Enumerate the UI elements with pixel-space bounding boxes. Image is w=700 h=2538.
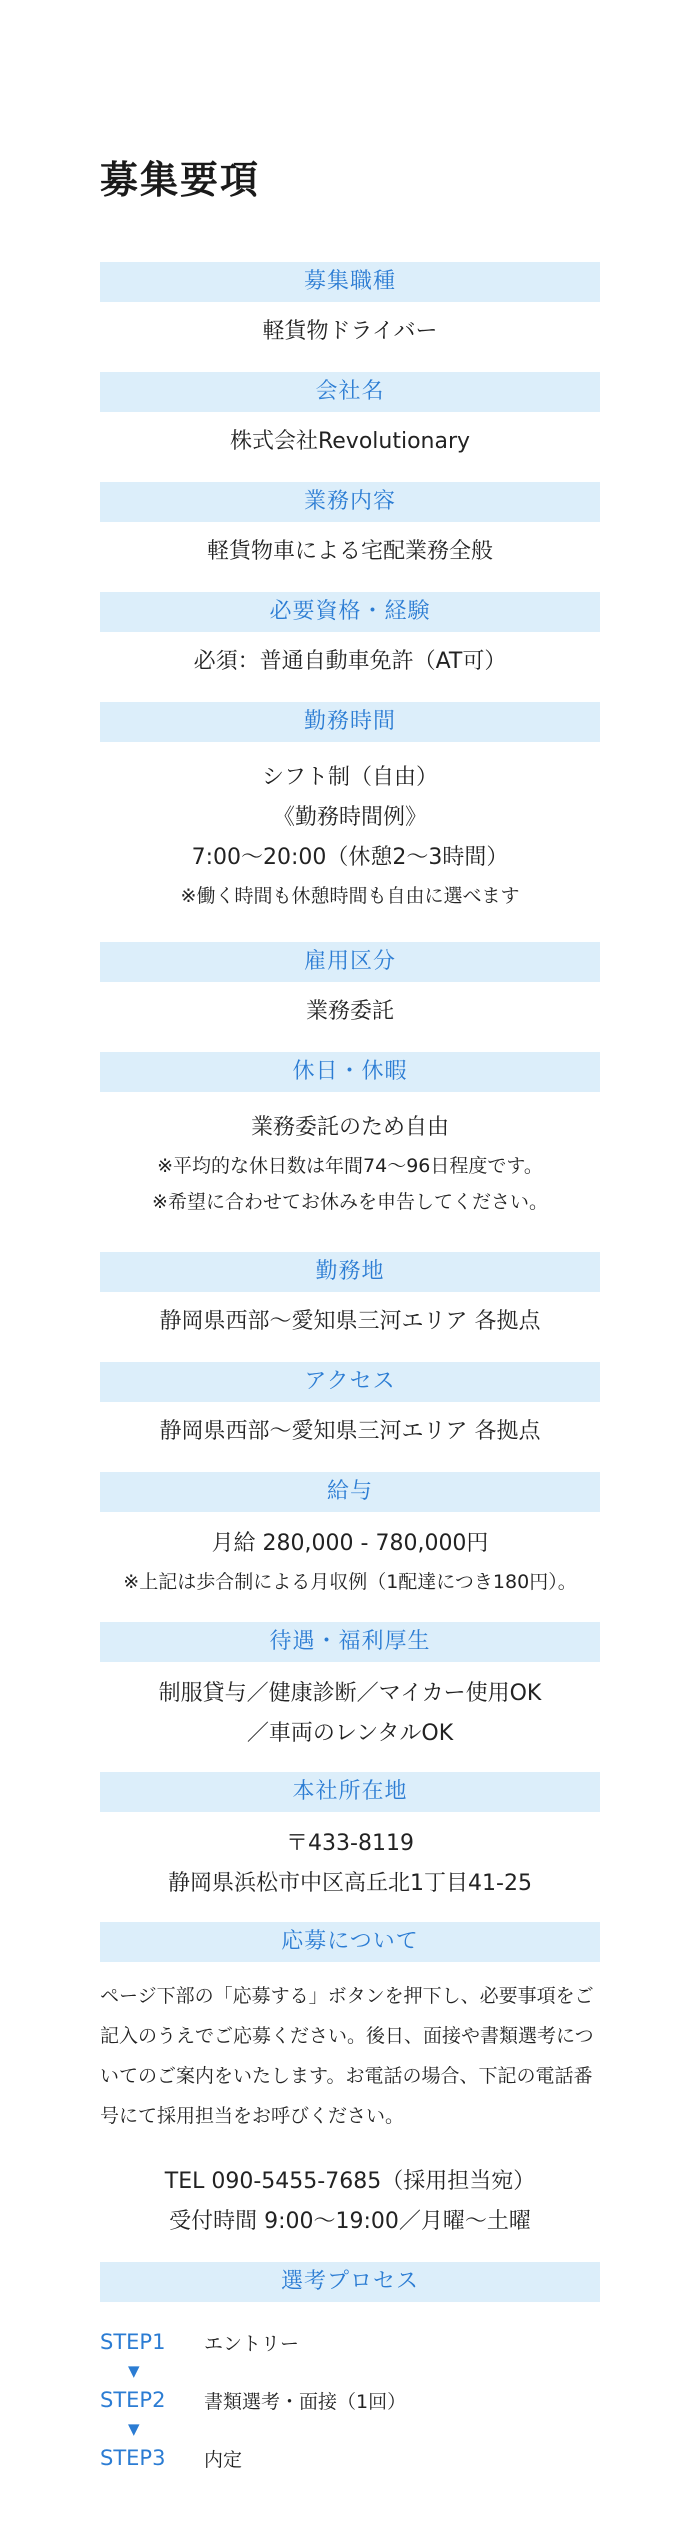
postal-code: 〒433-8119: [286, 1831, 414, 1856]
section-head-office: [100, 1772, 600, 1904]
step-text: 書類選考・面接（1回）: [204, 2390, 407, 2413]
company-value: 株式会社Revolutionary: [229, 429, 471, 454]
hours-line: シフト制（自由）: [261, 765, 438, 790]
section-header: 応募について: [100, 1922, 600, 1962]
section-header: 待遇・福利厚生: [100, 1622, 600, 1662]
step-label: STEP3: [100, 2446, 166, 2470]
step-text: 内定: [204, 2448, 243, 2471]
section-header: 会社名: [100, 372, 600, 412]
section-job-type: [100, 262, 600, 352]
section-qualification: [100, 592, 600, 682]
hours-note: ※働く時間も休憩時間も自由に選べます: [180, 885, 520, 907]
hours-line: 《勤務時間例》: [272, 805, 427, 830]
section-header: 必要資格・経験: [100, 592, 600, 632]
job-type-value: 軽貨物ドライバー: [262, 319, 438, 344]
step-text: エントリー: [204, 2332, 300, 2355]
step-label: STEP1: [100, 2330, 166, 2354]
holidays-note: ※希望に合わせてお休みを申告してください。: [152, 1191, 548, 1213]
section-header: 選考プロセス: [100, 2262, 600, 2302]
section-access: [100, 1362, 600, 1452]
section-apply: [100, 1922, 600, 2242]
qualification-value: 必須：普通自動車免許（AT可）: [193, 649, 507, 674]
section-header: 雇用区分: [100, 942, 600, 982]
benefits-line: ／車両のレンタルOK: [246, 1721, 454, 1746]
location-value: 静岡県西部〜愛知県三河エリア 各拠点: [159, 1309, 541, 1334]
hours-line: 7:00〜20:00（休憩2〜3時間）: [191, 845, 509, 870]
down-arrow-icon: ▼: [128, 2362, 140, 2380]
section-salary: [100, 1472, 600, 1600]
step-label: STEP2: [100, 2388, 166, 2412]
process-step: [100, 2324, 600, 2360]
holidays-note: ※平均的な休日数は年間74〜96日程度です。: [157, 1155, 543, 1177]
apply-hours: 受付時間 9:00〜19:00／月曜〜土曜: [169, 2209, 531, 2234]
apply-paragraph: ページ下部の「応募する」ボタンを押下し、必要事項をご記入のうえでご応募ください。後日、面接や書類選考についてのご案内をいたします。お電話の場合、下記の電話番号にて採用担当をお呼びください。: [100, 1985, 594, 2127]
section-process: [100, 2262, 600, 2476]
section-header: 給与: [100, 1472, 600, 1512]
section-header: 休日・休暇: [100, 1052, 600, 1092]
process-step: [100, 2440, 600, 2476]
section-header: 募集職種: [100, 262, 600, 302]
section-header: 業務内容: [100, 482, 600, 522]
work-content-value: 軽貨物車による宅配業務全般: [206, 539, 493, 564]
page-title: 募集要項: [100, 158, 261, 202]
access-value: 静岡県西部〜愛知県三河エリア 各拠点: [159, 1419, 541, 1444]
section-benefits: [100, 1622, 600, 1754]
salary-note: ※上記は歩合制による月収例（1配達につき180円）。: [123, 1571, 577, 1593]
section-header: アクセス: [100, 1362, 600, 1402]
employment-value: 業務委託: [305, 999, 394, 1024]
section-work-content: [100, 482, 600, 572]
section-company: [100, 372, 600, 462]
process-step: [100, 2382, 600, 2418]
section-header: 勤務地: [100, 1252, 600, 1292]
process-steps: [100, 2324, 600, 2476]
section-holidays: [100, 1052, 600, 1220]
holidays-value: 業務委託のため自由: [250, 1115, 449, 1140]
section-location: [100, 1252, 600, 1342]
benefits-line: 制服貸与／健康診断／マイカー使用OK: [158, 1681, 542, 1706]
address: 静岡県浜松市中区高丘北1丁目41-25: [168, 1871, 532, 1896]
down-arrow-icon: ▼: [128, 2420, 140, 2438]
salary-value: 月給 280,000 - 780,000円: [211, 1531, 489, 1556]
apply-phone: TEL 090-5455-7685（採用担当宛）: [164, 2169, 536, 2194]
section-header: 勤務時間: [100, 702, 600, 742]
section-hours: [100, 702, 600, 914]
section-employment: [100, 942, 600, 1032]
section-header: 本社所在地: [100, 1772, 600, 1812]
